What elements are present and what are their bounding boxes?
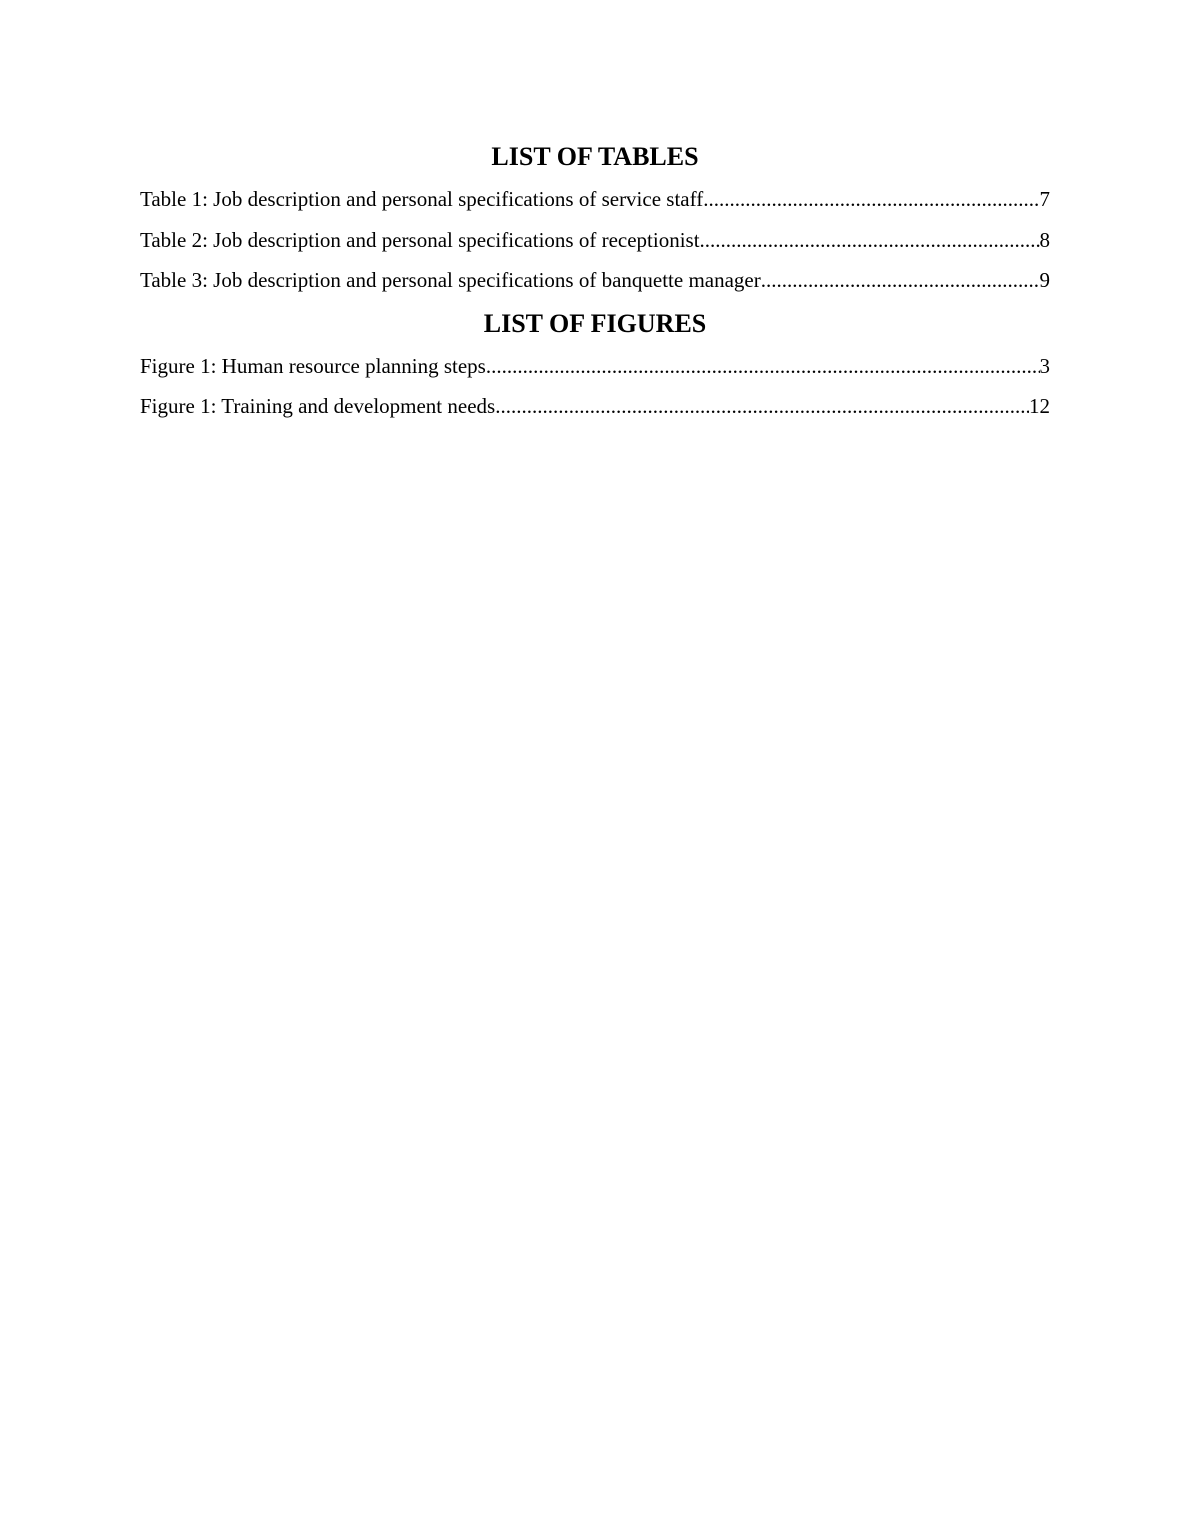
toc-entry-table-2[interactable] [140,227,1050,254]
toc-entry-table-1[interactable] [140,186,1050,213]
toc-entry-table-3[interactable] [140,267,1050,294]
toc-entry-label: Figure 1: Human resource planning steps [140,353,486,378]
list-of-figures-heading: LIST OF FIGURES [483,308,707,338]
toc-entry-label: Table 1: Job description and personal specifications of service staff [140,187,704,211]
dot-leader [703,186,1039,213]
toc-entry-page-number: 12 [1029,394,1050,418]
toc-entry-label: Table 3: Job description and personal specifications of banquette manager [140,268,761,292]
toc-entry-page-number: 8 [1039,227,1050,252]
toc-entry-label: Table 2: Job description and personal specifications of receptionist [140,227,700,252]
toc-entry-page-number: 7 [1039,187,1050,211]
toc-entry-page-number: 3 [1039,353,1050,378]
dot-leader [486,353,1040,380]
list-of-tables-heading: LIST OF TABLES [491,142,699,171]
toc-entry-label: Figure 1: Training and development needs [140,394,496,418]
dot-leader [495,393,1029,420]
dot-leader [700,227,1040,254]
list-of-tables [140,186,1050,294]
toc-entry-figure-1[interactable] [140,353,1050,380]
list-of-figures [140,353,1050,421]
dot-leader [761,267,1040,294]
toc-entry-page-number: 9 [1039,268,1050,292]
toc-entry-figure-2[interactable] [140,393,1050,420]
